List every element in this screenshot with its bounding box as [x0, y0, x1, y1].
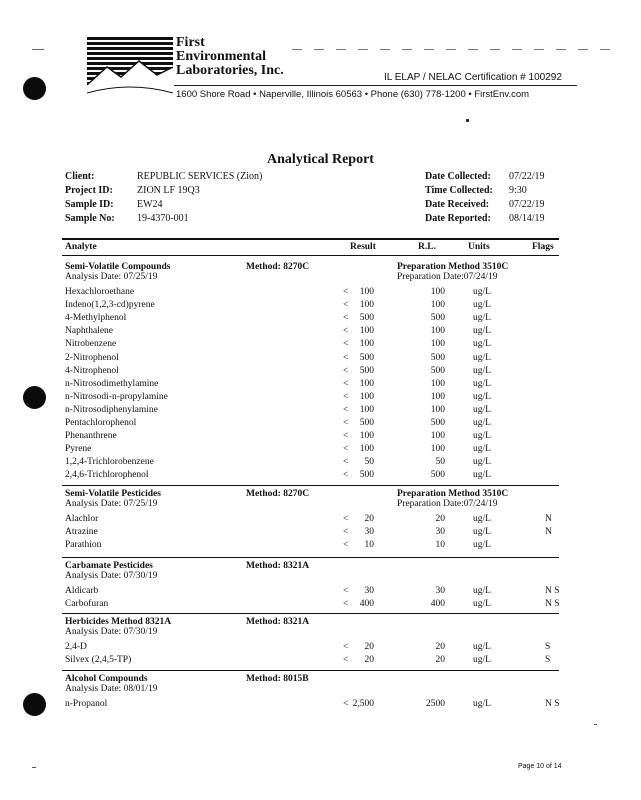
analyte-name: 4-Nitrophenol — [65, 365, 119, 376]
scan-artifact — [594, 724, 597, 725]
result-qualifier: < — [343, 444, 349, 455]
company-logo — [87, 37, 173, 101]
units-value: ug/L — [473, 599, 491, 610]
result-value: 20 — [364, 655, 374, 666]
section-prep-date: Preparation Date:07/24/19 — [397, 499, 498, 509]
table-row — [0, 286, 641, 299]
section-title: Semi-Volatile Compounds — [65, 262, 171, 272]
table-top-rule — [62, 238, 559, 240]
rl-value: 100 — [430, 300, 445, 311]
table-row — [0, 598, 641, 611]
date-received-value: 07/22/19 — [509, 199, 545, 210]
section-title: Carbamate Pesticides — [65, 561, 153, 571]
section-divider — [62, 485, 559, 486]
table-row — [0, 352, 641, 365]
column-header-analyte: Analyte — [65, 242, 97, 252]
analyte-name: Phenanthrene — [65, 431, 117, 442]
section-analysis-date: Analysis Date: 07/30/19 — [65, 627, 158, 637]
rl-value: 100 — [430, 444, 445, 455]
table-row — [0, 430, 641, 443]
result-value: 100 — [359, 431, 374, 442]
result-value: 500 — [359, 418, 374, 428]
result-qualifier: < — [343, 431, 349, 442]
table-row — [0, 338, 641, 351]
result-qualifier: < — [343, 391, 349, 402]
rl-value: 30 — [435, 586, 445, 596]
analyte-name: Hexachloroethane — [65, 287, 135, 297]
rl-value: 30 — [435, 527, 445, 538]
report-title: Analytical Report — [267, 152, 374, 167]
result-value: 100 — [359, 444, 374, 455]
analyte-name: Aldicarb — [65, 586, 99, 596]
units-value: ug/L — [473, 339, 491, 350]
result-qualifier: < — [343, 586, 349, 596]
scan-artifact — [32, 767, 36, 768]
rl-value: 100 — [430, 378, 445, 389]
units-value: ug/L — [473, 418, 491, 428]
flags-value: N — [545, 514, 552, 524]
rl-value: 500 — [430, 365, 445, 376]
header-divider — [174, 85, 577, 86]
analyte-name: Atrazine — [65, 527, 98, 538]
section-analysis-date: Analysis Date: 07/30/19 — [65, 571, 158, 581]
units-value: ug/L — [473, 527, 491, 538]
table-row — [0, 391, 641, 404]
company-address: 1600 Shore Road • Naperville, Illinois 60563 • Phone (630) 778-1200 • FirstEnv.com — [176, 89, 530, 100]
section-method: Method: 8015B — [246, 674, 309, 684]
units-value: ug/L — [473, 287, 491, 297]
analyte-name: Nitrobenzene — [65, 339, 117, 350]
result-value: 100 — [359, 300, 374, 311]
section-prep-method: Preparation Method 3510C — [397, 262, 509, 272]
analyte-name: 1,2,4-Trichlorobenzene — [65, 457, 154, 468]
section-title: Herbicides Method 8321A — [65, 617, 172, 627]
column-header-units: Units — [468, 242, 490, 252]
rl-value: 400 — [430, 599, 445, 610]
project-label: Project ID: — [65, 185, 113, 196]
result-value: 100 — [359, 391, 374, 402]
scan-artifact — [466, 119, 469, 122]
analyte-name: Carbofuran — [65, 599, 109, 610]
result-value: 2,500 — [352, 699, 374, 709]
date-received-label: Date Received: — [425, 199, 490, 210]
table-row — [0, 404, 641, 417]
analyte-name: Parathion — [65, 540, 102, 551]
result-value: 20 — [364, 642, 374, 652]
rl-value: 100 — [430, 326, 445, 337]
table-row — [0, 443, 641, 456]
units-value: ug/L — [473, 365, 491, 376]
rl-value: 2500 — [426, 699, 445, 709]
units-value: ug/L — [473, 391, 491, 402]
section-method: Method: 8321A — [246, 561, 310, 571]
units-value: ug/L — [473, 300, 491, 311]
result-value: 30 — [364, 527, 374, 538]
analyte-name: n-Propanol — [65, 699, 108, 709]
result-value: 100 — [359, 404, 374, 415]
result-value: 500 — [359, 352, 374, 363]
company-name-line-3: Laboratories, Inc. — [176, 63, 284, 78]
analyte-name: Pyrene — [65, 444, 92, 455]
analyte-name: Alachlor — [65, 514, 99, 524]
analyte-name: 2,4-D — [65, 642, 87, 652]
table-row — [0, 417, 641, 430]
table-row — [0, 585, 641, 598]
result-qualifier: < — [343, 599, 349, 610]
date-collected-value: 07/22/19 — [509, 171, 545, 182]
table-row — [0, 539, 641, 552]
result-value: 100 — [359, 287, 374, 297]
result-qualifier: < — [343, 326, 349, 337]
analyte-name: n-Nitrosodiphenylamine — [65, 404, 158, 415]
table-row — [0, 312, 641, 325]
scan-artifact — [32, 49, 44, 50]
rl-value: 500 — [430, 418, 445, 428]
section-divider — [62, 613, 559, 614]
column-header-result: Result — [350, 242, 376, 252]
units-value: ug/L — [473, 586, 491, 596]
units-value: ug/L — [473, 514, 491, 524]
project-value: ZION LF 19Q3 — [137, 185, 200, 196]
analyte-name: Silvex (2,4,5-TP) — [65, 655, 132, 666]
result-value: 20 — [364, 514, 374, 524]
rl-value: 100 — [430, 287, 445, 297]
client-value: REPUBLIC SERVICES (Zion) — [137, 171, 263, 182]
time-collected-value: 9:30 — [509, 185, 527, 196]
result-qualifier: < — [343, 418, 349, 428]
result-qualifier: < — [343, 300, 349, 311]
section-method: Method: 8270C — [246, 489, 310, 499]
sample-no-value: 19-4370-001 — [137, 213, 189, 224]
table-row — [0, 299, 641, 312]
analyte-name: Naphthalene — [65, 326, 114, 337]
result-qualifier: < — [343, 514, 349, 524]
result-qualifier: < — [343, 378, 349, 389]
flags-value: N S — [545, 599, 560, 610]
section-divider — [62, 557, 559, 558]
rl-value: 500 — [430, 470, 445, 481]
company-name-line-2: Environmental — [176, 49, 266, 64]
analyte-name: Pentachlorophenol — [65, 418, 137, 428]
rl-value: 20 — [435, 514, 445, 524]
units-value: ug/L — [473, 352, 491, 363]
date-reported-label: Date Reported: — [425, 213, 491, 224]
units-value: ug/L — [473, 444, 491, 455]
sample-id-label: Sample ID: — [65, 199, 114, 210]
result-value: 50 — [364, 457, 374, 468]
result-qualifier: < — [343, 339, 349, 350]
section-divider — [62, 670, 559, 671]
binder-hole-top — [23, 77, 46, 100]
section-prep-method: Preparation Method 3510C — [397, 489, 509, 499]
table-row — [0, 654, 641, 667]
table-row — [0, 698, 641, 711]
flags-value: N — [545, 527, 552, 538]
company-name-line-1: First — [176, 35, 205, 50]
units-value: ug/L — [473, 540, 491, 551]
result-qualifier: < — [343, 527, 349, 538]
analyte-name: n-Nitrosodi-n-propylamine — [65, 391, 168, 402]
certification-text: IL ELAP / NELAC Certification # 100292 — [384, 72, 562, 83]
result-qualifier: < — [343, 470, 349, 481]
rl-value: 50 — [435, 457, 445, 468]
rl-value: 100 — [430, 404, 445, 415]
sample-id-value: EW24 — [137, 199, 163, 210]
date-reported-value: 08/14/19 — [509, 213, 545, 224]
flags-value: N S — [545, 699, 560, 709]
units-value: ug/L — [473, 642, 491, 652]
result-value: 400 — [359, 599, 374, 610]
rl-value: 100 — [430, 391, 445, 402]
units-value: ug/L — [473, 431, 491, 442]
result-value: 100 — [359, 326, 374, 337]
rl-value: 100 — [430, 339, 445, 350]
section-analysis-date: Analysis Date: 08/01/19 — [65, 684, 158, 694]
result-value: 100 — [359, 378, 374, 389]
flags-value: S — [545, 642, 551, 652]
units-value: ug/L — [473, 699, 491, 709]
section-prep-date: Preparation Date:07/24/19 — [397, 272, 498, 282]
table-row — [0, 378, 641, 391]
section-analysis-date: Analysis Date: 07/25/19 — [65, 499, 158, 509]
table-row — [0, 456, 641, 469]
date-collected-label: Date Collected: — [425, 171, 491, 182]
rl-value: 20 — [435, 655, 445, 666]
table-row — [0, 365, 641, 378]
units-value: ug/L — [473, 313, 491, 324]
result-qualifier: < — [343, 642, 349, 652]
result-qualifier: < — [343, 655, 349, 666]
table-row — [0, 513, 641, 526]
analyte-name: Indeno(1,2,3-cd)pyrene — [65, 300, 155, 311]
result-qualifier: < — [343, 313, 349, 324]
result-qualifier: < — [343, 404, 349, 415]
analyte-name: 2,4,6-Trichlorophenol — [65, 470, 149, 481]
result-qualifier: < — [343, 540, 349, 551]
units-value: ug/L — [473, 457, 491, 468]
result-qualifier: < — [343, 352, 349, 363]
result-qualifier: < — [343, 699, 349, 709]
header-bottom-rule — [62, 255, 559, 256]
analyte-name: 2-Nitrophenol — [65, 352, 119, 363]
result-value: 500 — [359, 365, 374, 376]
section-method: Method: 8321A — [246, 617, 310, 627]
analyte-name: 4-Methylphenol — [65, 313, 127, 324]
result-qualifier: < — [343, 457, 349, 468]
units-value: ug/L — [473, 655, 491, 666]
result-value: 500 — [359, 313, 374, 324]
result-value: 100 — [359, 339, 374, 350]
analyte-name: n-Nitrosodimethylamine — [65, 378, 159, 389]
client-label: Client: — [65, 171, 95, 182]
time-collected-label: Time Collected: — [425, 185, 493, 196]
table-row — [0, 325, 641, 338]
column-header-rl: R.L. — [418, 242, 436, 252]
rl-value: 20 — [435, 642, 445, 652]
table-row — [0, 469, 641, 482]
units-value: ug/L — [473, 326, 491, 337]
units-value: ug/L — [473, 378, 491, 389]
section-method: Method: 8270C — [246, 262, 310, 272]
result-value: 30 — [364, 586, 374, 596]
result-qualifier: < — [343, 287, 349, 297]
section-title: Semi-Volatile Pesticides — [65, 489, 161, 499]
result-qualifier: < — [343, 365, 349, 376]
section-title: Alcohol Compounds — [65, 674, 148, 684]
flags-value: N S — [545, 586, 560, 596]
rl-value: 10 — [435, 540, 445, 551]
result-value: 10 — [364, 540, 374, 551]
rl-value: 100 — [430, 431, 445, 442]
table-row — [0, 526, 641, 539]
table-row — [0, 641, 641, 654]
result-value: 500 — [359, 470, 374, 481]
flags-value: S — [545, 655, 551, 666]
sample-no-label: Sample No: — [65, 213, 115, 224]
page-number: Page 10 of 14 — [518, 763, 562, 770]
rl-value: 500 — [430, 352, 445, 363]
units-value: ug/L — [473, 404, 491, 415]
section-analysis-date: Analysis Date: 07/25/19 — [65, 272, 158, 282]
column-header-flags: Flags — [532, 242, 554, 252]
rl-value: 500 — [430, 313, 445, 324]
units-value: ug/L — [473, 470, 491, 481]
scan-artifact — [292, 49, 622, 50]
